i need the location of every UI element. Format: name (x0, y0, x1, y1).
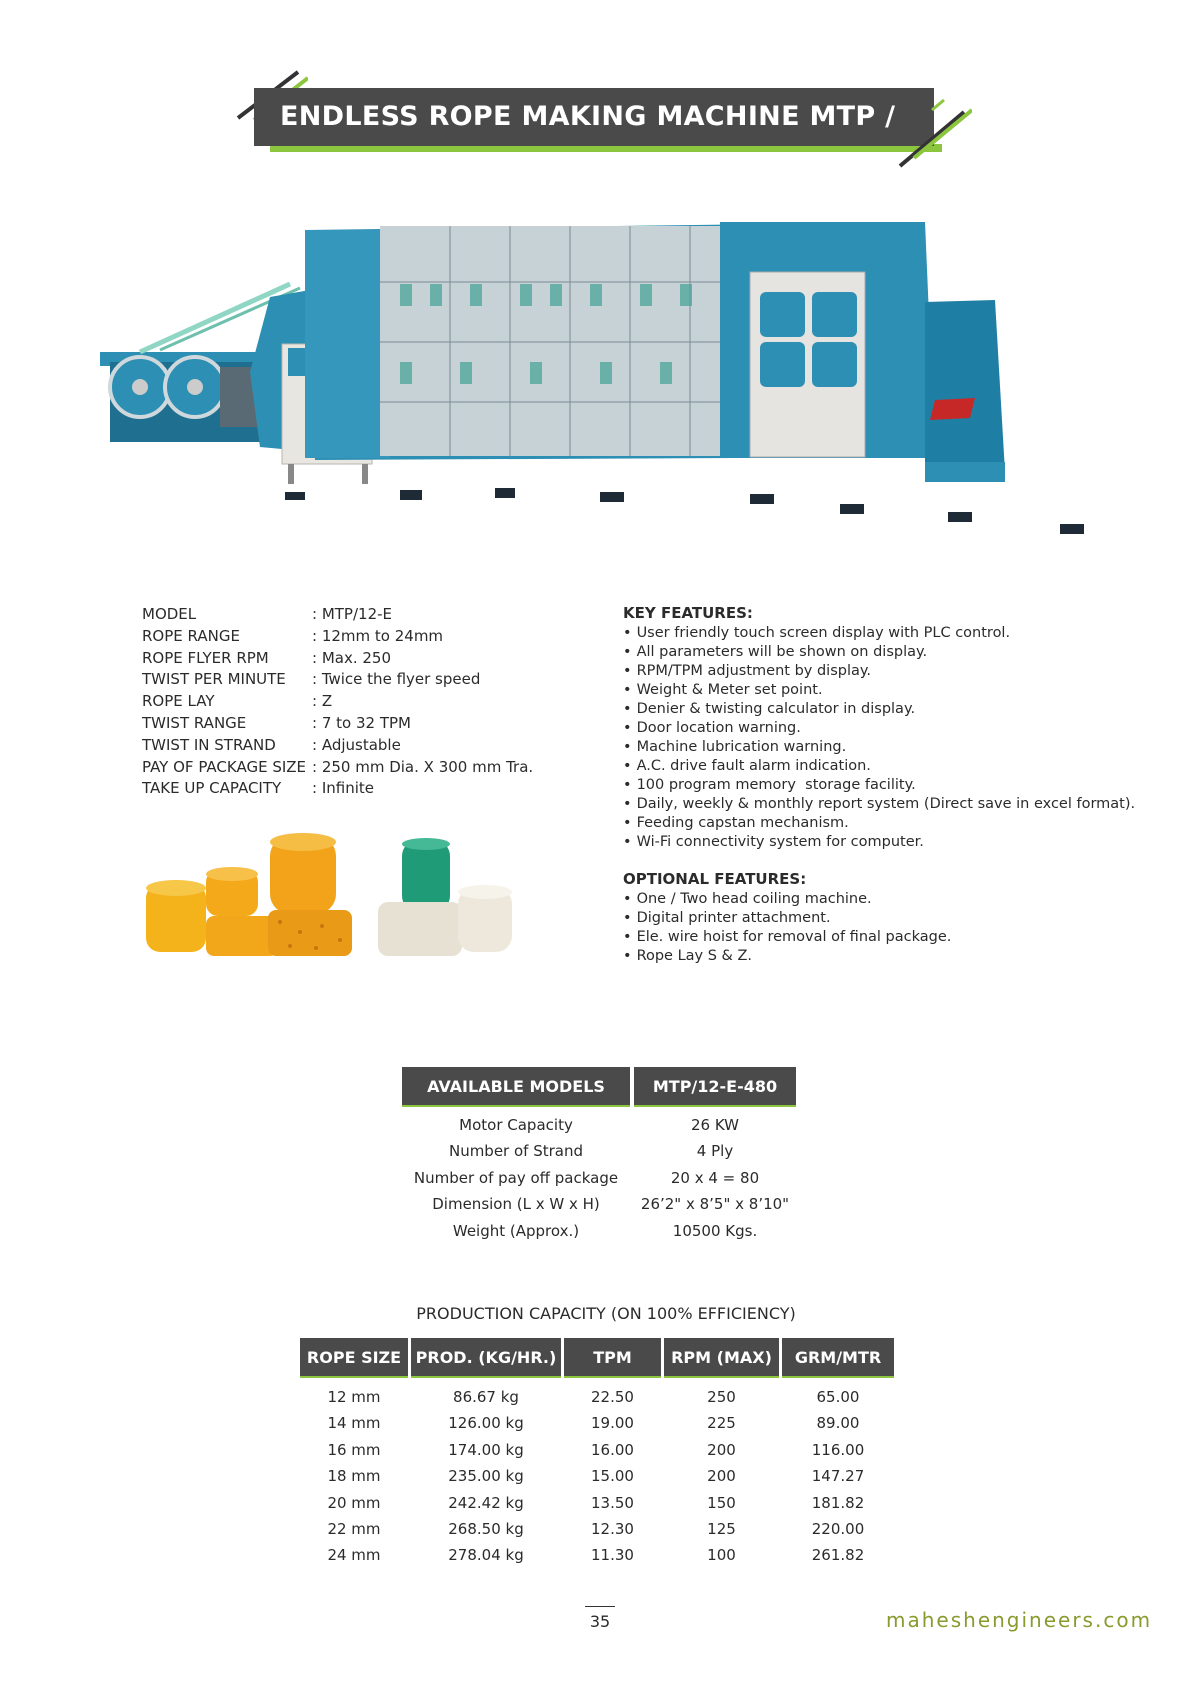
spec-row (142, 648, 533, 670)
spec-row (142, 626, 533, 648)
key-feature-item: • Machine lubrication warning. (623, 738, 1183, 757)
rope-rolls-image (140, 822, 520, 962)
table-cell: 181.82 (811, 1493, 865, 1512)
optional-feature-item: • Rope Lay S & Z. (623, 947, 1183, 966)
spec-value: : MTP/12-E (312, 605, 393, 623)
table-cell: 15.00 (591, 1467, 634, 1486)
table-cell: 242.42 kg (448, 1493, 524, 1512)
table-cell: 18 mm (327, 1467, 381, 1486)
spec-label: ROPE LAY (142, 692, 215, 711)
table-cell: 200 (707, 1440, 736, 1459)
models-row (402, 1112, 796, 1138)
table-cell: 116.00 (811, 1440, 865, 1459)
table-cell: 100 (707, 1546, 736, 1565)
spec-row (142, 691, 533, 713)
production-header-cell: PROD. (KG/HR.) (411, 1338, 561, 1376)
models-row-label: Weight (Approx.) (452, 1221, 580, 1240)
spec-value: : 250 mm Dia. X 300 mm Tra. (312, 757, 534, 776)
optional-feature-item: • One / Two head coiling machine. (623, 890, 1183, 909)
table-cell: 19.00 (591, 1414, 634, 1433)
spec-label: TAKE UP CAPACITY (142, 779, 282, 798)
models-header-model: MTP/12-E-480 (634, 1067, 796, 1105)
models-row (402, 1191, 796, 1217)
banner-stripe-right (892, 96, 972, 168)
table-cell: 13.50 (591, 1493, 634, 1512)
website-link[interactable]: maheshengineers.com (886, 1608, 1153, 1632)
page-number-rule (585, 1606, 615, 1607)
spec-label: TWIST PER MINUTE (142, 670, 286, 689)
production-header-cell: RPM (MAX) (664, 1338, 779, 1376)
table-cell: 86.67 kg (453, 1388, 519, 1406)
table-cell: 235.00 kg (448, 1467, 524, 1486)
table-cell: 12 mm (327, 1388, 381, 1406)
key-feature-item: • Denier & twisting calculator in display. (623, 700, 1183, 719)
rope-machine-image (100, 222, 1110, 542)
spec-row (142, 604, 533, 626)
models-row-value: 20 x 4 = 80 (670, 1168, 760, 1187)
table-cell: 24 mm (327, 1546, 381, 1565)
table-cell: 200 (707, 1467, 736, 1486)
table-cell: 268.50 kg (448, 1519, 524, 1538)
table-cell: 20 mm (327, 1493, 381, 1512)
table-cell: 12.30 (591, 1519, 634, 1538)
spec-value: : Z (312, 692, 333, 711)
optional-features-heading: OPTIONAL FEATURES: (623, 870, 807, 888)
spec-value: : Twice the flyer speed (312, 670, 481, 689)
table-cell: 89.00 (816, 1414, 860, 1433)
optional-features (623, 870, 1183, 966)
spec-value: : 12mm to 24mm (312, 626, 444, 645)
table-cell: 261.82 (811, 1546, 865, 1565)
table-cell: 126.00 kg (448, 1414, 524, 1433)
spec-row (142, 735, 533, 757)
key-feature-item: • Door location warning. (623, 719, 1183, 738)
models-row (402, 1138, 796, 1164)
key-feature-item: • Feeding capstan mechanism. (623, 814, 1183, 833)
key-feature-item: • All parameters will be shown on display. (623, 643, 1183, 662)
models-row-label: Dimension (L x W x H) (432, 1195, 600, 1214)
production-row (300, 1463, 897, 1489)
key-feature-item: • A.C. drive fault alarm indication. (623, 757, 1183, 776)
table-cell: 14 mm (327, 1414, 381, 1433)
models-row-label: Motor Capacity (459, 1116, 573, 1134)
page-title: ENDLESS ROPE MAKING MACHINE MTP / 12-E (254, 88, 934, 146)
table-cell: 11.30 (591, 1546, 634, 1565)
models-row (402, 1165, 796, 1191)
table-cell: 22 mm (327, 1519, 381, 1538)
models-header-label: AVAILABLE MODELS (402, 1067, 630, 1105)
table-cell: 150 (707, 1493, 736, 1512)
models-row-value: 26’2" x 8’5" x 8’10" (640, 1195, 790, 1214)
production-row (300, 1410, 897, 1436)
features-panel (623, 604, 1183, 966)
table-cell: 16.00 (591, 1440, 634, 1459)
key-feature-item: • RPM/TPM adjustment by display. (623, 662, 1183, 681)
models-row-value: 4 Ply (696, 1142, 734, 1161)
production-row (300, 1384, 897, 1410)
production-row (300, 1542, 897, 1568)
table-cell: 16 mm (327, 1440, 381, 1459)
production-title: PRODUCTION CAPACITY (ON 100% EFFICIENCY) (416, 1304, 796, 1323)
production-row (300, 1437, 897, 1463)
table-cell: 174.00 kg (448, 1440, 524, 1459)
spec-label: MODEL (142, 605, 197, 623)
available-models-table (402, 1067, 796, 1244)
key-feature-item: • 100 program memory storage facility. (623, 776, 1183, 795)
table-cell: 22.50 (591, 1388, 634, 1406)
table-cell: 65.00 (816, 1388, 860, 1406)
spec-value: : Max. 250 (312, 648, 391, 667)
spec-row (142, 757, 533, 779)
production-row (300, 1516, 897, 1542)
spec-value: : 7 to 32 TPM (312, 713, 411, 732)
table-cell: 225 (707, 1414, 736, 1433)
table-cell: 278.04 kg (448, 1546, 524, 1565)
table-cell: 250 (707, 1388, 736, 1406)
production-header-cell: GRM/MTR (782, 1338, 894, 1376)
production-header-cell: ROPE SIZE (300, 1338, 408, 1376)
key-feature-item: • Daily, weekly & monthly report system (Direct save in excel format). (623, 795, 1183, 814)
spec-value: : Infinite (312, 779, 374, 798)
production-table (300, 1338, 897, 1569)
key-feature-item: • User friendly touch screen display with PLC control. (623, 624, 1183, 643)
spec-list (142, 604, 533, 800)
models-row-label: Number of pay off package (413, 1168, 619, 1187)
spec-label: TWIST IN STRAND (142, 735, 276, 754)
models-row-value: 10500 Kgs. (672, 1221, 758, 1240)
spec-label: TWIST RANGE (142, 713, 247, 732)
table-cell: 147.27 (811, 1467, 865, 1486)
production-row (300, 1490, 897, 1516)
spec-row (142, 713, 533, 735)
key-feature-item: • Wi-Fi connectivity system for computer. (623, 833, 1183, 852)
table-cell: 220.00 (811, 1519, 865, 1538)
key-features-heading: KEY FEATURES: (623, 604, 753, 622)
spec-label: ROPE RANGE (142, 626, 240, 645)
optional-feature-item: • Digital printer attachment. (623, 909, 1183, 928)
spec-row (142, 778, 533, 800)
spec-label: ROPE FLYER RPM (142, 648, 269, 667)
models-row-label: Number of Strand (448, 1142, 584, 1161)
optional-feature-item: • Ele. wire hoist for removal of final package. (623, 928, 1183, 947)
models-row (402, 1218, 796, 1244)
key-feature-item: • Weight & Meter set point. (623, 681, 1183, 700)
models-row-value: 26 KW (691, 1116, 739, 1134)
table-cell: 125 (707, 1519, 736, 1538)
spec-label: PAY OF PACKAGE SIZE (142, 757, 307, 776)
spec-row (142, 669, 533, 691)
production-header-cell: TPM (564, 1338, 661, 1376)
spec-value: : Adjustable (312, 735, 401, 754)
page-number: 35 (589, 1612, 611, 1631)
